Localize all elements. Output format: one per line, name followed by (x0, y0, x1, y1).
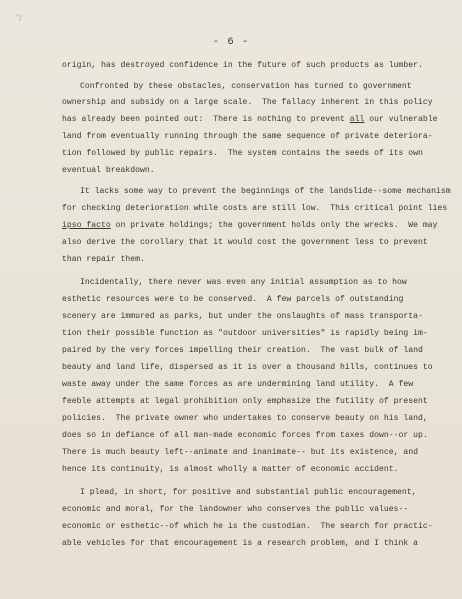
text-line: scenery are immured as parks, but under the onslaughts of mass transporta- (62, 312, 423, 321)
text-line: waste away under the same forces as are undermining land utility. A few (62, 380, 414, 389)
text-line: I plead, in short, for positive and substantial public encouragement, (80, 488, 417, 497)
text-line: ownership and subsidy on a large scale. The fallacy inherent in this policy (62, 98, 433, 107)
text-line: ipso facto on private holdings; the government holds only the wrecks. We may (62, 221, 438, 230)
text-line: for checking deterioration while costs are still low. This critical point lies (62, 204, 448, 213)
text-line: There is much beauty left--animate and inanimate-- but its existence, and (62, 448, 419, 457)
text-line: tion followed by public repairs. The system contains the seeds of its own (62, 149, 423, 158)
text-line: beauty and land life, dispersed as it is over a thousand hills, continues to (62, 363, 433, 372)
text-line: feeble attempts at legal prohibition only emphasize the futility of present (62, 397, 428, 406)
text-line: esthetic resources were to be conserved. A few parcels of outstanding (62, 295, 404, 304)
text-line: tion their possible function as "outdoor universities" is rapidly being im- (62, 329, 428, 338)
text-line: It lacks some way to prevent the beginnings of the landslide--some mechanism (80, 187, 451, 196)
text-line: eventual breakdown. (62, 166, 155, 175)
text-line: than repair them. (62, 255, 145, 264)
text-line: economic or esthetic--of which he is the custodian. The search for practic- (62, 522, 433, 531)
text-line: also derive the corollary that it would cost the government less to prevent (62, 238, 428, 247)
text-line: does so in defiance of all man-made economic forces from taxes down--or up. (62, 431, 428, 440)
text-line: has already been pointed out: There is nothing to prevent all our vulnerable (62, 115, 438, 124)
pencil-mark: "/ (16, 14, 22, 22)
text-line: able vehicles for that encouragement is a research problem, and I think a (62, 539, 419, 548)
text-line: origin, has destroyed confidence in the future of such products as lumber. (62, 61, 423, 70)
text-line: hence its continuity, is almost wholly a matter of economic accident. (62, 465, 399, 474)
text-line: policies. The private owner who undertakes to conserve beauty on his land, (62, 414, 428, 423)
text-line: paired by the very forces impelling their creation. The vast bulk of land (62, 346, 423, 355)
page-number: - 6 - (212, 36, 250, 48)
text-line: Incidentally, there never was even any initial assumption as to how (80, 278, 407, 287)
text-line: Confronted by these obstacles, conservation has turned to government (80, 82, 412, 91)
text-line: economic and moral, for the landowner who conserves the public values-- (62, 505, 409, 514)
text-line: land from eventually running through the same sequence of private deteriora- (62, 132, 433, 141)
